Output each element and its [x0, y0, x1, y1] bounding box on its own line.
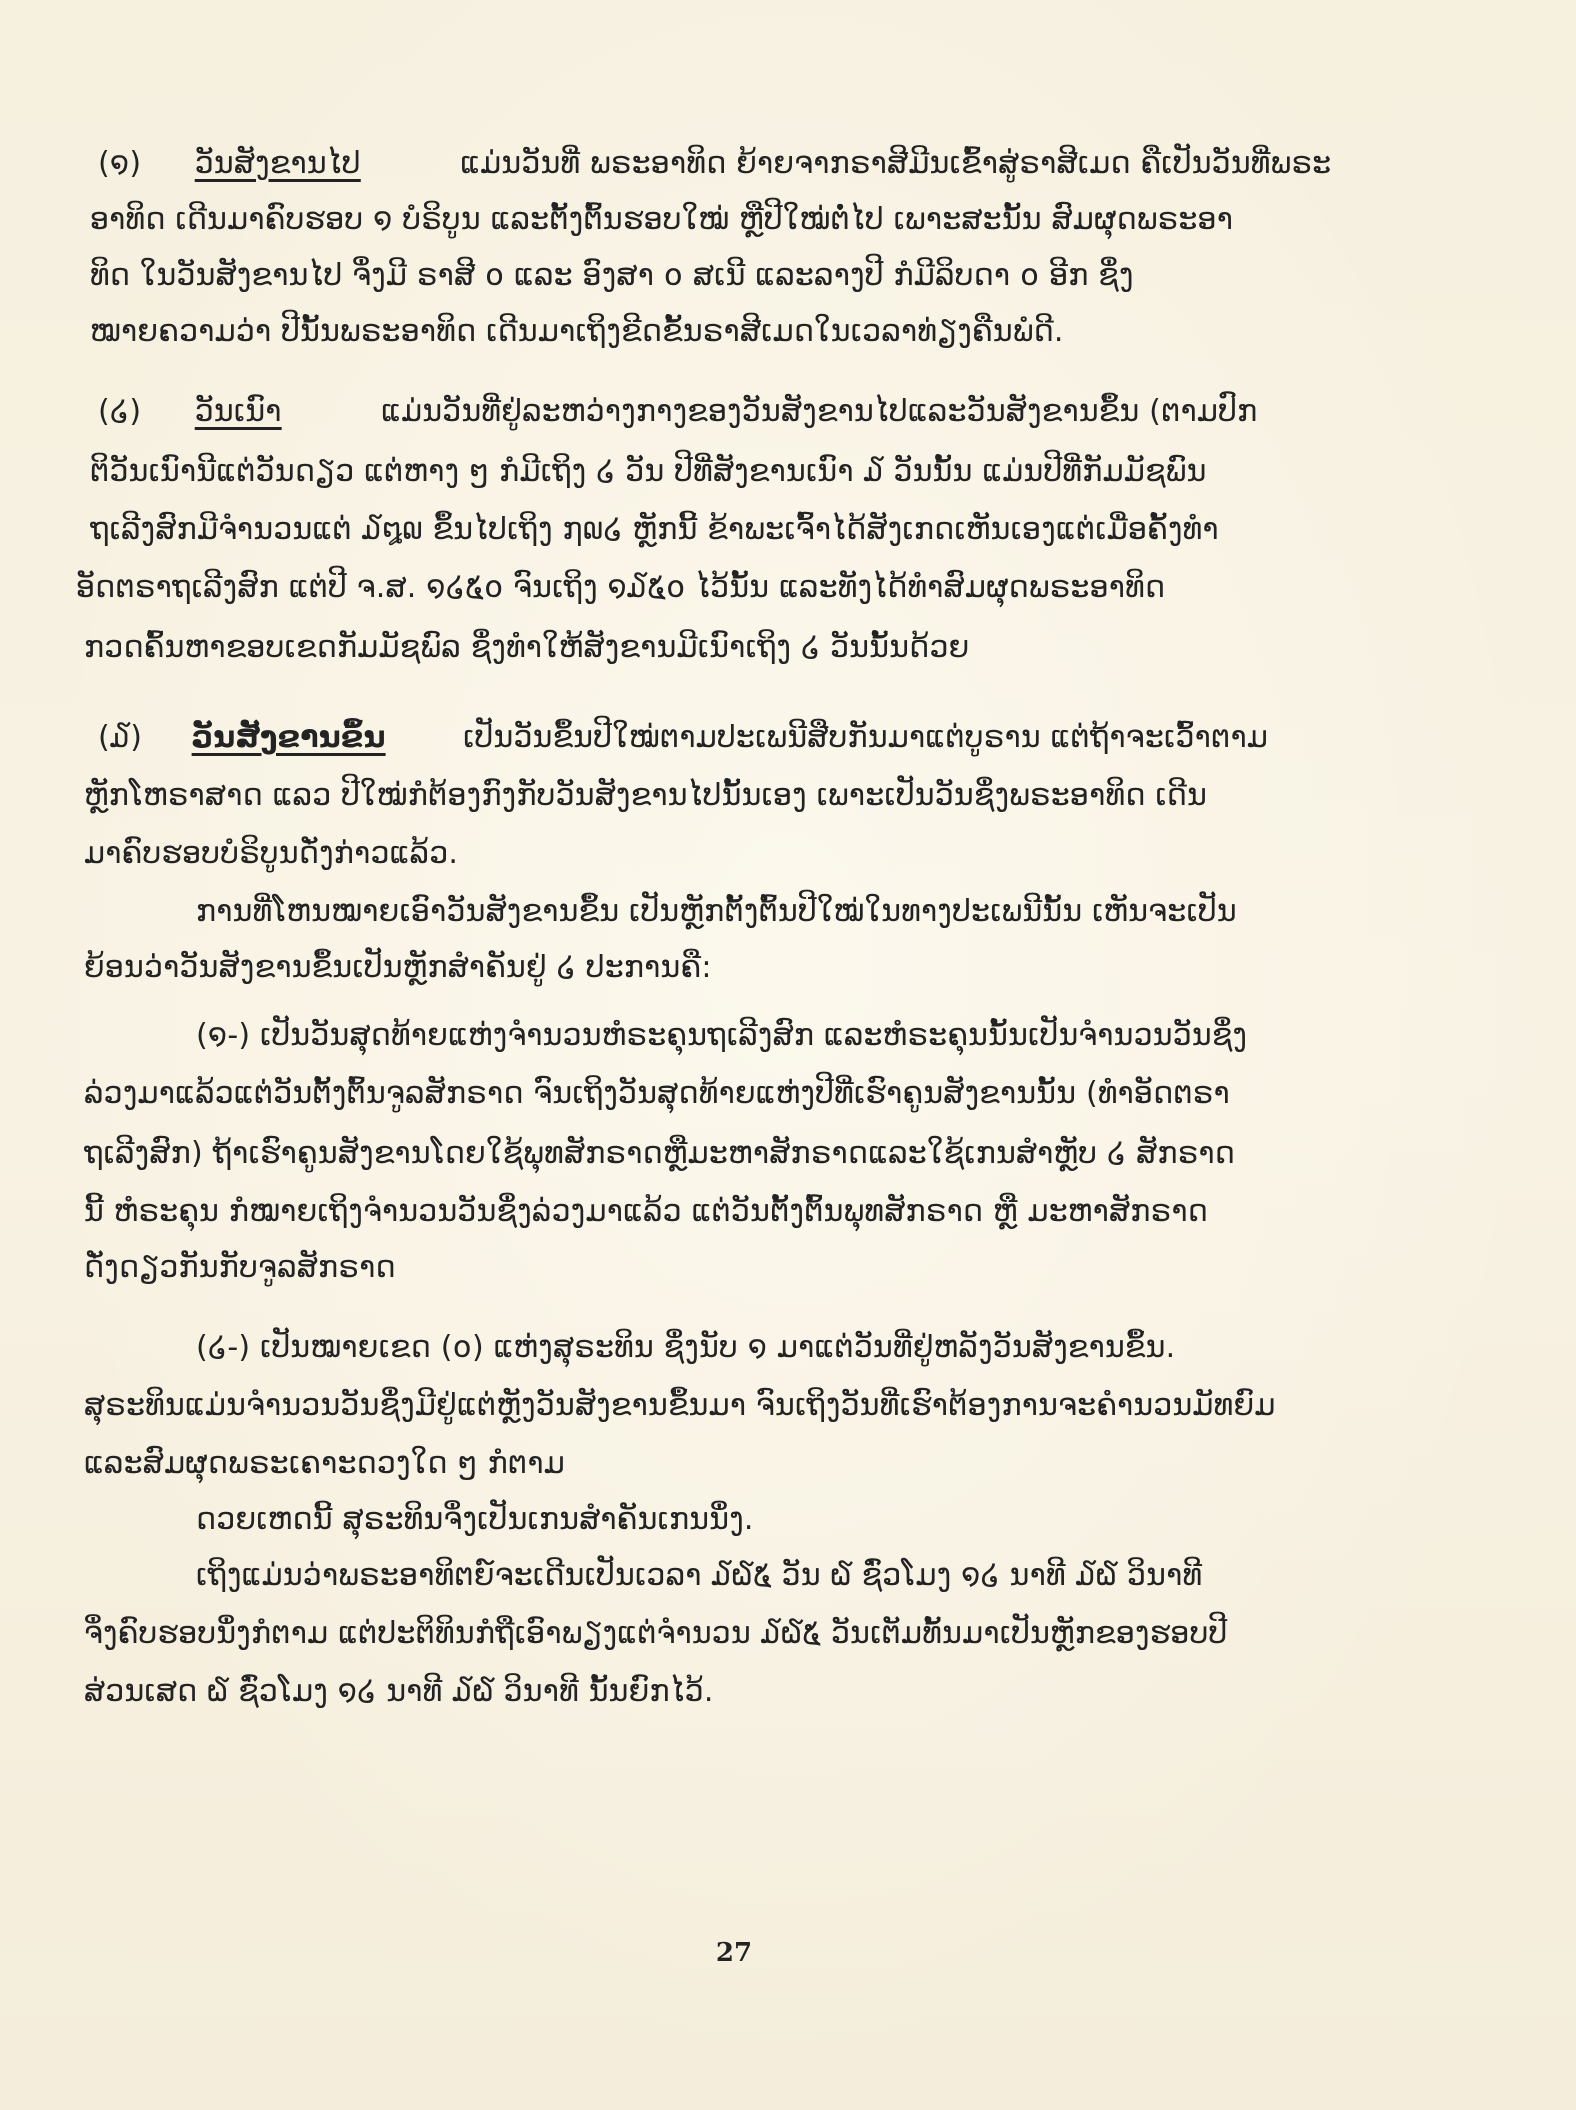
section-1-title: ວັນສັງຂານໄປ	[194, 146, 361, 181]
text-line: ດວຍເຫດນີ້ ສຸຣະທິນຈຶ່ງເປັນເກນສຳຄັນເກນນຶ່ງ.	[196, 1502, 754, 1537]
text-line: ຍ້ອນວ່າວັນສັງຂານຂຶ້ນເປັນຫຼັກສຳຄັນຢູ່ ໒ ປະການຄື:	[84, 950, 712, 985]
text-line: ນີ້ ຫໍຣະຄຸນ ກໍໝາຍເຖິງຈຳນວນວັນຊຶ່ງລ່ວງມາແລ້ວ ແຕ່ວັນຕັ້ງຕົ້ນພຸທສັກຣາດ ຫຼື ມະຫາສັກຣາດ	[84, 1194, 1208, 1229]
text-line: ສຸຣະທິນແມ່ນຈຳນວນວັນຊຶ່ງມີຢູ່ແຕ່ຫຼັງວັນສັງຂານຂຶ້ນມາ ຈົນເຖິງວັນທີ່ເຮົາຕ້ອງການຈະຄຳນວນມັທຍົມ	[84, 1388, 1276, 1423]
section-3-text: ເປັນວັນຂຶ້ນປີໃໝ່ຕາມປະເພນີສືບກັນມາແຕ່ບູຣານ ແຕ່ຖ້າຈະເວົ້າຕາມ	[463, 720, 1269, 755]
text-line: (໒-) ເປັນໝາຍເຂດ (໐) ແຫ່ງສຸຣະທິນ ຊຶ່ງນັບ ໑ ມາແຕ່ວັນທີ່ຢູ່ຫລັງວັນສັງຂານຂຶ້ນ.	[196, 1330, 1176, 1365]
text-line: (໑-) ເປັນວັນສຸດທ້າຍແຫ່ງຈຳນວນຫໍຣະຄຸນຖເລີງສົກ ແລະຫໍຣະຄຸນນັ້ນເປັນຈຳນວນວັນຊຶ່ງ	[196, 1018, 1248, 1053]
text-line: ແລະສົມຜຸດພຣະເຄາະດວງໃດ ໆ ກໍຕາມ	[84, 1446, 565, 1481]
text-line: ຖເລີງສົກມີຈຳນວນແຕ່ ໓໘໙ ຂຶ້ນໄປເຖິງ ໗໙໒ ຫຼັກນີ້ ຂ້າພະເຈົ້າໄດ້ສັງເກດເຫັນເອງແຕ່ເມື່ອຄັ້ງທຳ	[90, 512, 1219, 547]
section-1-number: (໑)	[98, 146, 142, 181]
text-line: ອາທິດ ເດີນມາຄົບຮອບ ໑ ບໍຣິບູນ ແລະຕັ້ງຕົ້ນຮອບໃໝ່ ຫຼືປີໃໝ່ຕໍ່ໄປ ເພາະສະນັ້ນ ສົມຜຸດພຣະອາ	[90, 202, 1234, 237]
text-line: ໝາຍຄວາມວ່າ ປີນັ້ນພຣະອາທິດ ເດີນມາເຖິງຂີດຂັ້ນຣາສີເມດໃນເວລາທ່ຽງຄືນພໍດີ.	[90, 314, 1064, 349]
section-1-text: ແມ່ນວັນທີ່ ພຣະອາທິດ ຍ້າຍຈາກຣາສີມີນເຂົ້າສູ່ຣາສີເມດ ຄືເປັນວັນທີ່ພຣະ	[460, 146, 1332, 181]
section-3-number: (໓)	[98, 720, 143, 755]
text-line: ສ່ວນເສດ ໖ ຊົ່ວໂມງ ໑໒ ນາທີ ໓໖ ວິນາທີ ນັ້ນຍົກໄວ້.	[84, 1674, 714, 1709]
section-2-line-1	[98, 392, 1257, 432]
section-2-text: ແມ່ນວັນທີ່ຢູ່ລະຫວ່າງກາງຂອງວັນສັງຂານໄປແລະວັນສັງຂານຂຶ້ນ (ຕາມປົກ	[381, 394, 1258, 429]
text-line: ມາຄົບຮອບບໍຣິບູນດັ່ງກ່າວແລ້ວ.	[84, 836, 459, 871]
text-line: ການທີ່ໂຫນໝາຍເອົາວັນສັງຂານຂຶ້ນ ເປັນຫຼັກຕັ້ງຕົ້ນປີໃໝ່ໃນທາງປະເພນີນັ້ນ ເຫັນຈະເປັນ	[196, 894, 1237, 929]
text-line: ຫຼັກໂຫຣາສາດ ແລວ ປີໃໝ່ກໍຕ້ອງກົງກັບວັນສັງຂານໄປນັ້ນເອງ ເພາະເປັນວັນຊຶ່ງພຣະອາທິດ ເດີນ	[84, 778, 1208, 813]
text-line: ອັດຕຣາຖເລີງສົກ ແຕ່ປີ ຈ.ສ. ໑໒໕໐ ຈົນເຖິງ ໑໓໕໐ ໄວ້ນັ້ນ ແລະທັງໄດ້ທຳສົມຜຸດພຣະອາທິດ	[76, 570, 1166, 605]
text-line: ກວດຄົ້ນຫາຂອບເຂດກັມມັຊພົລ ຊຶ່ງທຳໃຫ້ສັງຂານມີເນົາເຖິງ ໒ ວັນນັ້ນດ້ວຍ	[84, 630, 970, 665]
page-number: 27	[715, 1938, 753, 1968]
section-3-line-1	[98, 718, 1268, 758]
text-line: ເຖິງແມ່ນວ່າພຣະອາທິຕຍ໌ຈະເດີນເປັນເວລາ ໓໖໕ ວັນ ໖ ຊົ່ວໂມງ ໑໒ ນາທີ ໓໖ ວິນາທີ	[196, 1558, 1203, 1593]
text-line: ຖເລີງສົກ) ຖ້າເຮົາຄູນສັງຂານໂດຍໃຊ້ພຸທສັກຣາດຫຼືມະຫາສັກຣາດແລະໃຊ້ເກນສຳຫຼັບ ໒ ສັກຣາດ	[84, 1136, 1236, 1171]
text-line: ຕິວັນເນົານີແຕ່ວັນດຽວ ແຕ່ຫາງ ໆ ກໍມີເຖິງ ໒ ວັນ ປີທີ່ສັງຂານເນົາ ໓ ວັນນັ້ນ ແມ່ນປີທີ່ກັມມັຊພົນ	[90, 454, 1207, 489]
section-3-title: ວັນສັງຂານຂຶ້ນ	[191, 720, 386, 755]
section-2-title: ວັນເນົາ	[194, 394, 282, 429]
section-1-line-1	[98, 144, 1331, 184]
text-line: ດັ່ງດຽວກັນກັບຈູລສັກຣາດ	[84, 1250, 396, 1285]
section-2-number: (໒)	[98, 394, 142, 429]
text-line: ລ່ວງມາແລ້ວແຕ່ວັນຕັ້ງຕົ້ນຈູລສັກຣາດ ຈົນເຖິງວັນສຸດທ້າຍແຫ່ງປີທີ່ເຮົາຄູນສັງຂານນັ້ນ (ທຳອັດຕຣາ	[84, 1076, 1230, 1111]
text-line: ຈຶ່ງຄົບຮອບນຶ່ງກໍຕາມ ແຕ່ປະຕິທິນກໍຖືເອົາພຽງແຕ່ຈຳນວນ ໓໖໕ ວັນເຕັມທັ້ນມາເປັນຫຼັກຂອງຮອບປີ	[84, 1616, 1228, 1651]
text-line: ທິດ ໃນວັນສັງຂານໄປ ຈຶ່ງມີ ຣາສີ ໐ ແລະ ອົງສາ ໐ ສເນີ ແລະລາງປີ ກໍມີລິບດາ ໐ ອີກ ຊຶ່ງ	[90, 258, 1134, 293]
